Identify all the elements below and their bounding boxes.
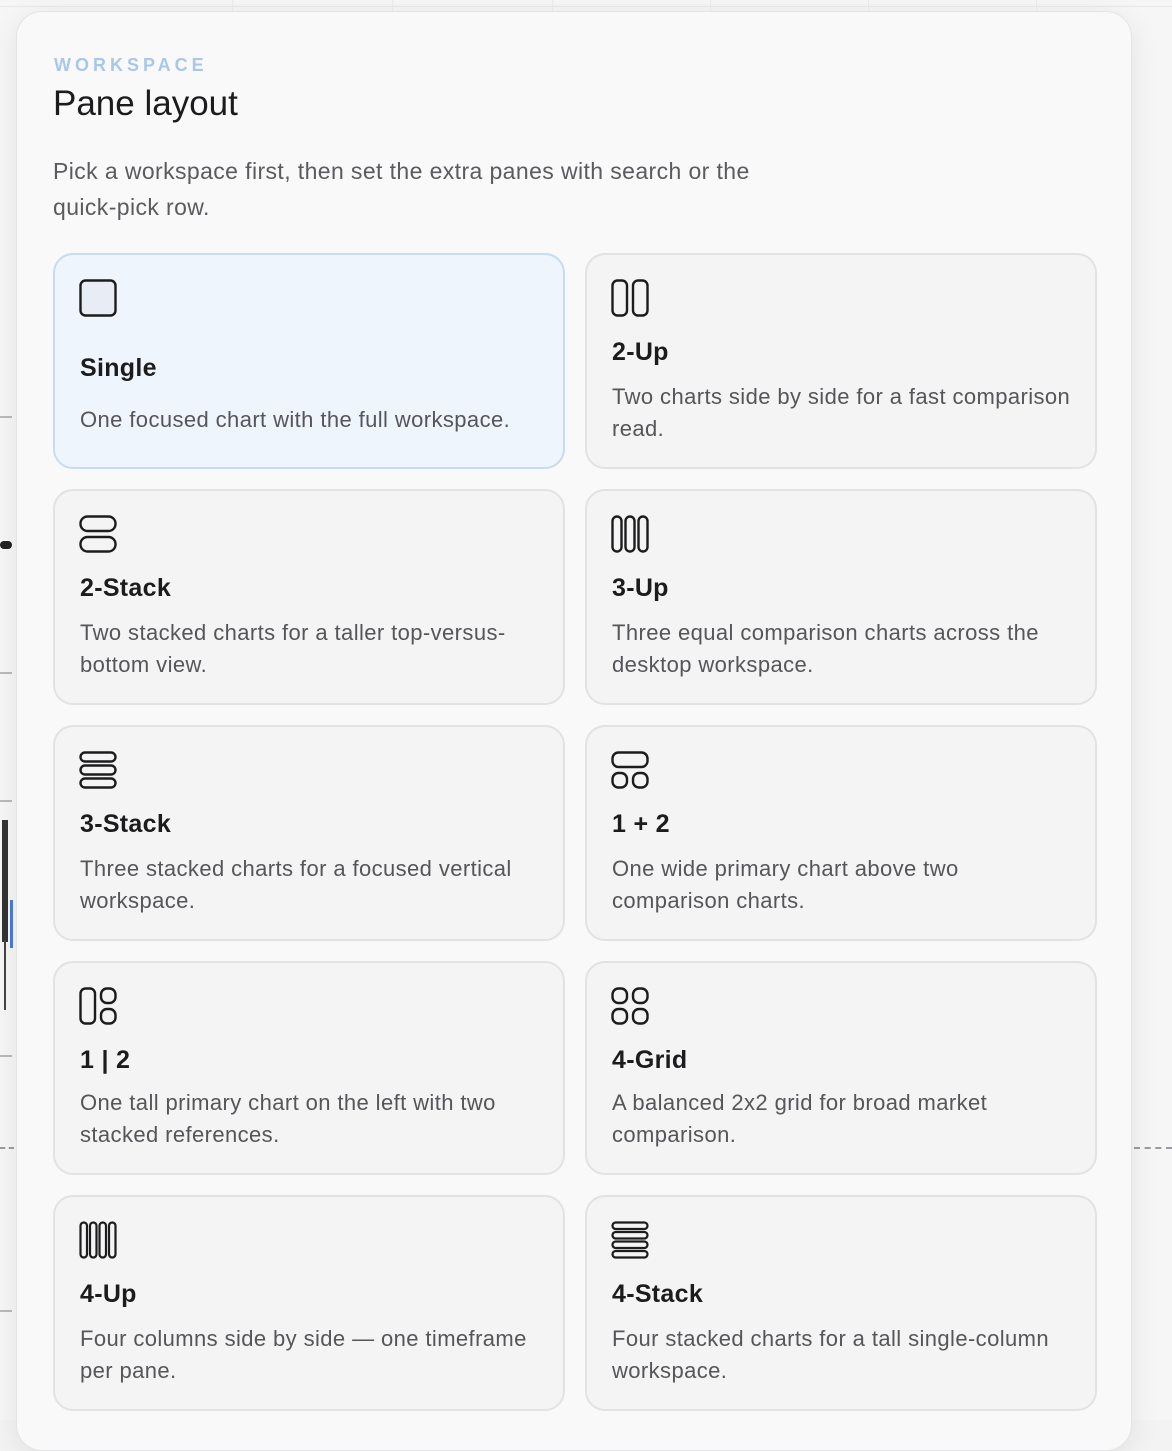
layout-description: Four columns side by side — one timeframe per pane. (80, 1326, 527, 1383)
layout-option-single[interactable] (53, 253, 565, 469)
layout-name: 1 | 2 (80, 1046, 131, 1074)
axis-tick (0, 1310, 12, 1312)
candle-wick (4, 940, 6, 1010)
four-stack-icon (611, 1221, 649, 1259)
two-stack-icon (79, 515, 117, 553)
price-line (1134, 1147, 1172, 1149)
dialog-description: Pick a workspace first, then set the extra panes with search or the quick-pick row. (53, 158, 750, 220)
three-stack-icon (79, 751, 117, 789)
layout-description: One wide primary chart above two comparison charts. (612, 856, 959, 913)
pane-layout-dialog (16, 11, 1132, 1451)
axis-tick (0, 672, 12, 674)
layout-name: 3-Stack (80, 810, 172, 838)
layout-description: Three stacked charts for a focused vertical workspace. (80, 856, 512, 913)
layout-name: 1 + 2 (612, 810, 670, 838)
axis-tick (0, 1055, 12, 1057)
dialog-eyebrow: WORKSPACE (54, 55, 208, 75)
layout-description: A balanced 2x2 grid for broad market comparison. (612, 1090, 988, 1147)
axis-tick (0, 800, 12, 802)
axis-tick (0, 416, 12, 418)
layout-option-3-up[interactable] (585, 489, 1097, 705)
four-up-icon (79, 1221, 117, 1259)
two-up-icon (611, 279, 649, 317)
layout-option-1-bar-2[interactable] (53, 961, 565, 1175)
layout-option-4-stack[interactable] (585, 1195, 1097, 1411)
four-grid-icon (611, 987, 649, 1025)
layout-option-1-plus-2[interactable] (585, 725, 1097, 941)
layout-name: Single (80, 354, 157, 382)
layout-option-2-up[interactable] (585, 253, 1097, 469)
candle (2, 820, 8, 942)
layout-option-4-up[interactable] (53, 1195, 565, 1411)
single-pane-icon (79, 279, 117, 317)
layout-description: Two charts side by side for a fast comparison read. (612, 384, 1071, 441)
layout-name: 2-Up (612, 338, 669, 366)
layout-description: Two stacked charts for a taller top-versus-bottom view. (80, 620, 506, 677)
dialog-title: Pane layout (53, 84, 238, 123)
three-up-icon (611, 515, 649, 553)
layout-name: 2-Stack (80, 574, 172, 602)
layout-name: 4-Up (80, 1280, 137, 1308)
layout-option-4-grid[interactable] (585, 961, 1097, 1175)
layout-description: Three equal comparison charts across the desktop workspace. (612, 620, 1039, 677)
marker (0, 541, 12, 549)
price-line (0, 1147, 14, 1149)
layout-description: One tall primary chart on the left with two stacked references. (80, 1090, 496, 1147)
one-bar-two-icon (79, 987, 117, 1025)
grid-line (0, 6, 1172, 7)
layout-option-2-stack[interactable] (53, 489, 565, 705)
one-plus-two-icon (611, 751, 649, 789)
layout-description: Four stacked charts for a tall single-column workspace. (612, 1326, 1049, 1383)
candle (10, 900, 13, 948)
layout-name: 4-Grid (612, 1046, 688, 1074)
layout-name: 3-Up (612, 574, 669, 602)
layout-description: One focused chart with the full workspace. (80, 407, 511, 432)
layout-name: 4-Stack (612, 1280, 704, 1308)
layout-option-3-stack[interactable] (53, 725, 565, 941)
